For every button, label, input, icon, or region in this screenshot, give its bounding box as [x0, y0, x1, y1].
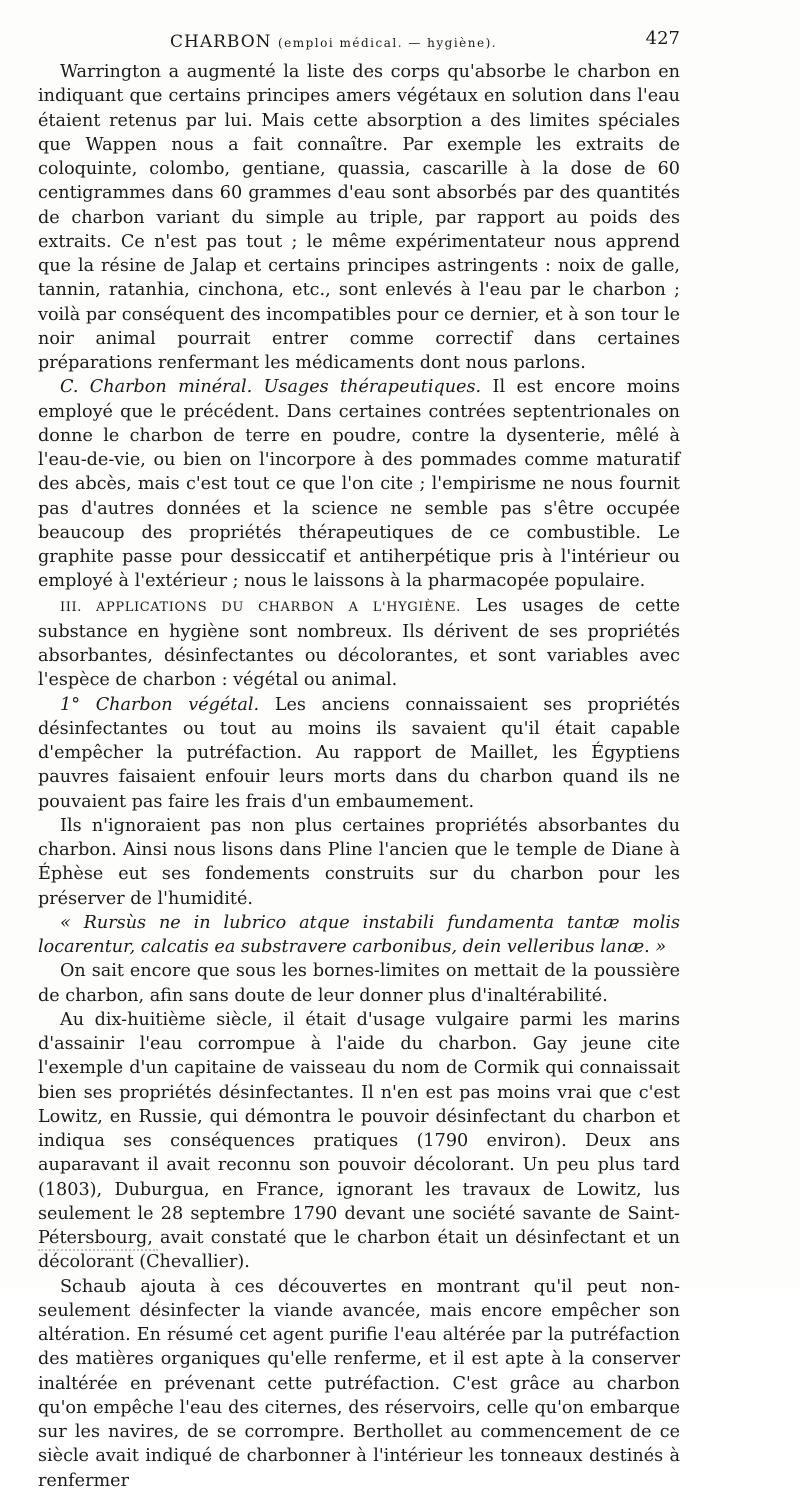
paragraph: III. APPLICATIONS DU CHARBON A L'HYGIÈNE. Les usages de cette substance en hygiène sont nombreux. Ils dérivent de ses propriétés absorbantes, désinfectantes ou décolorantes, et sont variables avec l'espèce de charbon : végétal ou animal. [38, 595, 680, 691]
paragraph: Ils n'ignoraient pas non plus certaines propriétés absorbantes du charbon. Ainsi nous lisons dans Pline l'ancien que le temple de Diane à Éphèse eut ses fondements construits sur du charbon pour les préserver de l'humidité. [38, 815, 680, 909]
paragraph: Au dix-huitième siècle, il était d'usage vulgaire parmi les marins d'assainir l'eau corrompue à l'aide du charbon. Gay jeune cite l'exemple d'un capitaine de vaisseau du nom de Cormik qui connaissait bien ses propriétés désinfectantes. Il n'en est pas moins vrai que c'est Lowitz, en Russie, qui démontra le pouvoir désinfectant du charbon et indiqua ses conséquences pratiques (1790 environ). Deux ans auparavant il avait reconnu son pouvoir décolorant. Un peu plus tard (1803), Duburgua, en France, ignorant les travaux de Lowitz, lus seulement le 28 septembre 1790 devant une société savante de Saint-Pétersbourg, avait constaté que le charbon était un désinfectant et un décolorant (Chevallier). [38, 1009, 680, 1273]
page-number: 427 [645, 28, 680, 49]
running-title [170, 32, 497, 52]
running-title-main: CHARBON [170, 32, 272, 52]
paragraph: C. Charbon minéral. Usages thérapeutiques. Il est encore moins employé que le précédent. Dans certaines contrées septentrionales on donne le charbon de terre en poudre, contre la dysenterie, mêlé à l'eau-de-vie, ou bien on l'incorpore à des pommades comme maturatif des abcès, mais c'est tout ce que l'on cite ; l'empirisme ne nous fournit pas d'autres données et la science ne semble pas s'être occupée beaucoup des propriétés thérapeutiques de ce combustible. Le graphite passe pour dessiccatif et antiherpétique pris à l'intérieur ou employé à l'extérieur ; nous le laissons à la pharmacopée populaire. [38, 377, 681, 592]
section-heading: C. Charbon minéral. Usages thérapeutiques. [60, 377, 482, 398]
running-header [100, 28, 680, 58]
footer-divider [38, 1249, 158, 1257]
page-body [38, 60, 680, 1493]
running-title-sub: (emploi médical. — hygiène). [277, 36, 498, 50]
paragraph: Schaub ajouta à ces découvertes en montrant qu'il peut non-seulement désinfecter la viande avancée, mais encore empêcher son altération. En résumé cet agent purifie l'eau altérée par la putréfaction des matières organiques qu'elle renferme, et il est apte à la conserver inaltérée en prévenant cette putréfaction. C'est grâce au charbon qu'on empêche l'eau des citernes, des réservoirs, celle qu'on embarque sur les navires, de se corrompre. Berthollet au commencement de ce siècle avait indiqué de charbonner à l'intérieur les tonneaux destinés à renfermer [38, 1276, 680, 1491]
section-heading: 1° Charbon végétal. [60, 694, 260, 715]
paragraph: 1° Charbon végétal. Les anciens connaissaient ses propriétés désinfectantes ou tout au moins ils savaient qu'il était capable d'empêcher la putréfaction. Au rapport de Maillet, les Égyptiens pauvres faisaient enfouir leurs morts dans du charbon quand ils ne pouvaient pas faire les frais d'un embaumement. [38, 694, 681, 812]
paragraph: Warrington a augmenté la liste des corps qu'absorbe le charbon en indiquant que certains principes amers végétaux en solution dans l'eau étaient retenus par lui. Mais cette absorption a des limites spéciales que Wappen nous a fait connaître. Par exemple les extraits de coloquinte, colombo, gentiane, quassia, cascarille à la dose de 60 centigrammes dans 60 grammes d'eau sont absorbés par des quantités de charbon variant du simple au triple, par rapport au poids des extraits. Ce n'est pas tout ; le même expérimentateur nous apprend que la résine de Jalap et certains principes astringents : noix de galle, tannin, ratanhia, cinchona, etc., sont enlevés à l'eau par le charbon ; voilà par conséquent des incompatibles pour ce dernier, et à son tour le noir animal pourrait entrer comme correctif dans certaines préparations renfermant les médicaments dont nous parlons. [38, 62, 680, 373]
section-heading: III. APPLICATIONS DU CHARBON A L'HYGIÈNE. [60, 599, 461, 615]
latin-quotation: « Rursùs ne in lubrico atque instabili fundamenta tantæ molis locarentur, calcatis ea substravere carbonibus, dein velleribus lanæ. » [38, 912, 680, 957]
paragraph: On sait encore que sous les bornes-limites on mettait de la poussière de charbon, afin sans doute de leur donner plus d'inaltérabilité. [38, 961, 680, 1006]
